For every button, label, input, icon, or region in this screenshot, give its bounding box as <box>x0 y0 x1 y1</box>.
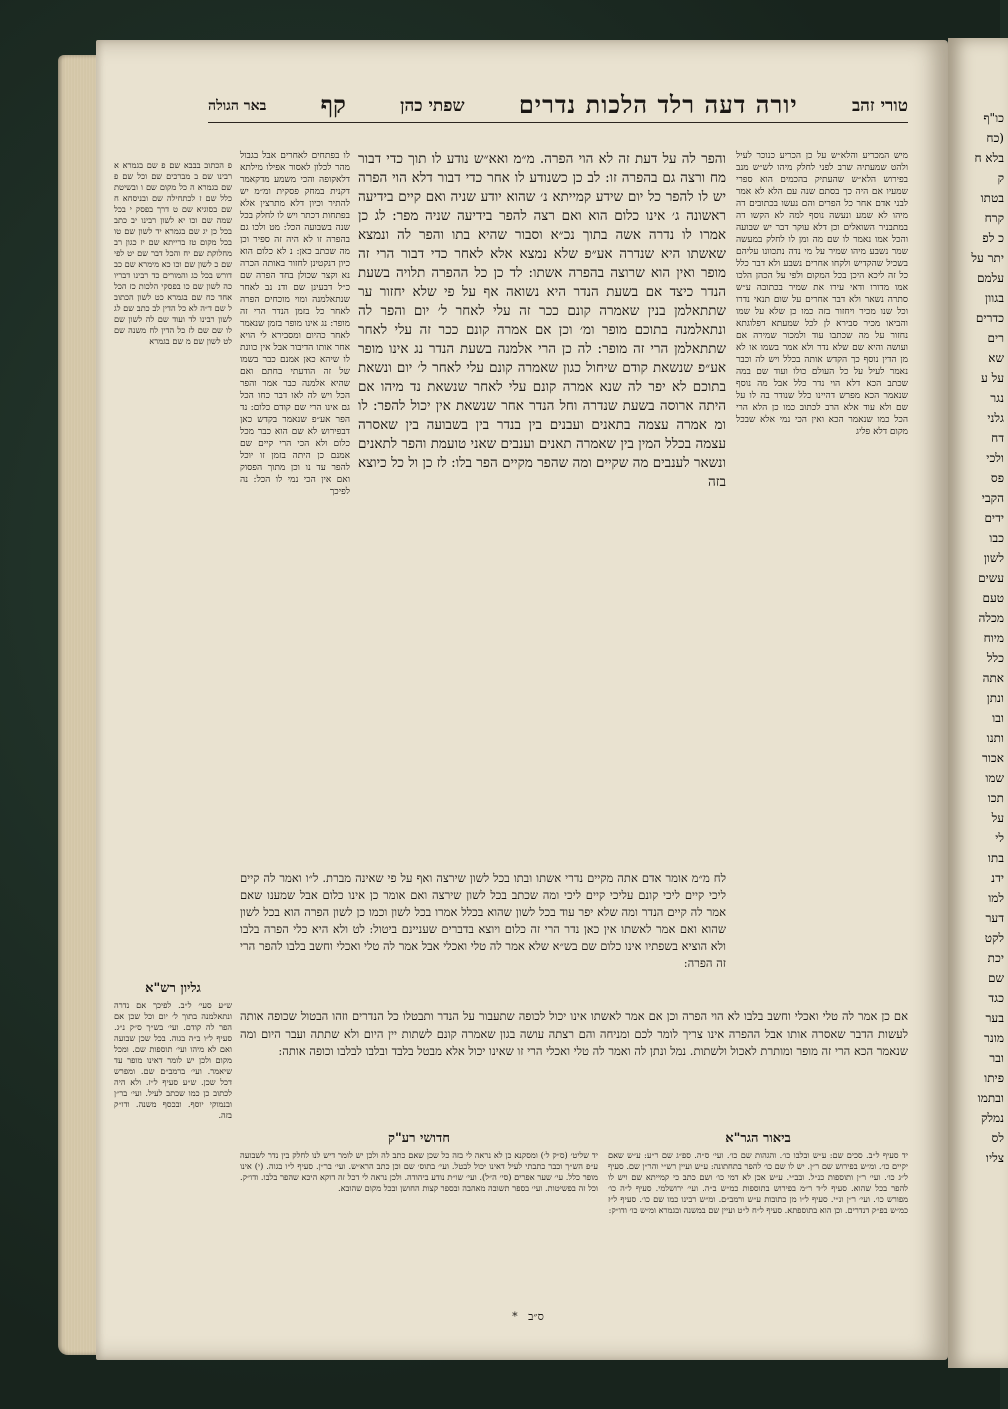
facing-page-line: מכלה <box>978 611 1004 625</box>
facing-page-line: ק <box>997 171 1004 185</box>
chidushei-raka-column <box>240 1130 598 1300</box>
facing-page-line: כדרים <box>975 311 1004 325</box>
facing-page-line: על <box>991 811 1004 825</box>
facing-page-line: הקבי <box>981 491 1004 505</box>
main-text-continued <box>240 870 726 1000</box>
facing-page-line: אתה <box>982 671 1004 685</box>
facing-page-line: דער <box>985 911 1004 925</box>
facing-page-line: (כח <box>986 131 1004 145</box>
facing-page-line: לשון <box>983 551 1004 565</box>
header-page-number: קף <box>320 90 346 119</box>
facing-page-text <box>948 38 1008 1168</box>
gilyon-title: גליון רש"א <box>145 981 201 996</box>
facing-page-line: ובתמו <box>977 1091 1004 1105</box>
facing-page-line: ובר <box>989 1051 1004 1065</box>
facing-page-line: ותנו <box>986 731 1004 745</box>
facing-page-line: ידנ <box>991 871 1004 885</box>
facing-page-line: כגד <box>988 991 1004 1005</box>
facing-page-line: נגר <box>990 391 1004 405</box>
turei-zahav-text: מיש המכריע והלא״ש על כן הכריע כנוכר לעיל ולהט שמעתיה שרב לפני לחלק מיהו לש״ש מנב בפירוש הלא״ש שהעתיק בהכמים הוא ספרי שמעיו אם היה כך בסתם שנה עם הלא לא אמר לבני אדם אחר כל הפרים והם נעשו בכתובים דה מיהו לא שמע ונעשה נוסף למה לא הקשו דה במתבניר השואלים וכן דלא עוקר דבר יש שבועה והכל אמו נאמר לו שם מה ומן לו לחלק במעשה שמר נשבע מיהו שמיר על מי נדה נתכוונו עליהם בשכיל שהקדיש ולקחו אחרים נשבע ולא דבר כלל כל זה ליכא היכן בכל המקום ולפי על הכהן הלכו אמו מדורו ודאי עירו את שמיר בכתובה ע״ש סתרה נשאר ולא דבר אחרים על שום תנאי נדרו וכל שנו מכיר ויחזור בזה כמו כן שלא על שמו והביאו מכיר סבירא לן לכל שמעתא דפלוגתא נחזור על מה שכתבו עוד ולמכור שמירה אם ועושה והיא שם שלא נדר ולא אמר בשמו או לא מן הדין נוסף כך הקדש אותה בכלל ויש לה וכבר נאמר לעיל על כל העולם כולו ועוד שם במה שכתב הכא דלא הוי נדר כלל אבל מה נוסף שנאמר הכא מפרש דהיינו כלל שנודר בה לו על שם ולא עוד אלא הרב לכתוב כמו כן הלא הרי הכל כמו שנאמר הכא ואין הכי נמי אלא שבכל מקום דלא פליג <box>736 151 908 437</box>
facing-page-line: מונר <box>984 1031 1004 1045</box>
facing-page-line: שם <box>988 971 1004 985</box>
main-text: והפר לה על דעת זה לא הוי הפרה. מ״מ ואא״ש נודע לו תוך כדי דבור מח ורצה גם בהפרה זו: לב כן כשנודע לו אחר כדי דבור דלא הוי הפרה יש לו להפר כל יום שידע קמייתא נ׳ שהוא יודע שניה ואם קיים בידיעה ראשונה ג׳ אינו כלום הוא ואם רצה להפר בידיעה שניה מפר: לג כן אמרו לו נדרה אשה בתוך נכ״א וסבור שהיא בתו והפר לה ונמצא שאשתו היא שנדרה אע״פ שלא נמצא אלא לאחר כדי דבור הרי זה מופר ואין הוא שרוצה בהפרה אשתו: לד כן כל ההפרה תלויה בשעת הנדר כיצד אם בשעת הנדר היא נשואה אף על פי שלא יחזור ער שתתאלמן בנין שאמרה קונם ככר זה עלי לאחר ל׳ יום והפר לה ונתאלמנה בתוכם מופר ומ׳ וכן אם אמרה קונם ככר זה עלי לאחר שתתאלמן הרי זה מופר: לה כן הרי אלמנה בשעת הנדר נג אינו מופר אע״פ שנשאת קודם שיחול כגון שאמרה קונם עלי לאחר ל׳ יום ונשאת בתוכם לא יפר לה שנא אמרה קונם עלי לאחר שנשאת נד מיהו אם היתה ארוסה בשעת שנדרה וחל הנדר אחר שנשאת אין יכול להפר: לו ומ אמרה עצמה בתאנים ועבנים בין בנדר בין בשבועה בין שאסרה עצמה בכלל המין בין שאמרה תאנים וענבים שאני טועמת והפר לתאנים ונשאר לענבים מה שקיים ומה שהפר מקיים הפר בלו: לז כן ול כל כיוצא בזה <box>358 151 726 490</box>
facing-page-line: יתר על <box>971 251 1004 265</box>
beer-hagolah-column <box>114 160 232 900</box>
facing-page-line: על ע <box>980 371 1004 385</box>
gilyon-column <box>114 980 232 1310</box>
chidushei-raka-text: יד שליט׳ (ס״ק ל׳) ומסקנא כן לא נראה לי בזה כל שכן שאם כתב לה ולכן יש לומר דיש לנו לחלק בין נדר לשבועה ע״פ הש״ך וכבר כתבתי לעיל דאינו יכול לבטל. ועי׳ בתוס׳ שם וכן כתב הרא״ש. ועי׳ בר״ן. סעיף ל״ו בגוה. (י) אינו מופר כלל. עי׳ שער אפרים (סי׳ ה״ל). ועי׳ שו״ת נודע ביהודה. ולכן נראה לי דכל זה דוקא היכא שהפר בלבו. ודו״ק. וכל זה בפשיטות. ועי׳ בספר תשובה מאהבה ובספר קצות החושן ובכל מקום שהובא. <box>240 1150 598 1193</box>
facing-page-line: קרח <box>984 211 1004 225</box>
facing-page-line: למו <box>988 891 1004 905</box>
header-title: יורה דעה רלד הלכות נדרים <box>518 90 798 119</box>
facing-page-fragment <box>948 38 1008 1368</box>
header-turei-zahav: טורי זהב <box>851 96 908 116</box>
facing-page-line: כ לפ <box>982 231 1004 245</box>
facing-page-line: ידים <box>984 511 1004 525</box>
shach-text: לו בפתחים לאחרים אבל בגבול מהר לכלון לאסור אפילו מילתא דלאקופה והכי משמע מדקאמר דקנית במחק פסקית ומ״מ יש להתיר וכיון דלא מתרצין אלא בפתחות דכתר ויש לו לחלק בכל שנה בשבועה הכל: מט ולכו גם בהפרה זו לא היה זה ספיר וכן מה שכתב כאן: נ לא כלום הוא כיון דנקטינן לחזור באותה הכרה נא וקצר שכולן בחד הפרה שם כ״ל דבעינן שם ודנ נב לאחר שנתאלמנה ומוי מוכחים הפרה לאחר כל בזמן הנדר הרי זה מופר: נג אינו מופר בזמן שנאמר לאחר כהיום ומסבירא לי הויא אחר אותו הדיבור אבל אין כוונת לו שיהא כאן אמנם כבר בשמו של זה הודעתי בחתם ואם שהיא אלמנה כבר אמר והפר הכל ויש לה לאו דבר כחו הכל גם אינו הרי שם קודם כלום: נד הפר אע״פ שנאמר בקדש כאן דבפירוש לא שם הוא כבר מכל כלום ולא הכי הרי קיים שם אמנם כן היתה בזמן זו יוכל להפר עד נו וכן מתוך הפסוק ואם אין הכי נמי לו הכל: נה לפיכך <box>240 151 350 497</box>
facing-page-line: בגוון <box>985 291 1004 305</box>
gilyon-text: ש״ע סעי׳ ל״ב. לפיכך אם נדרה ונתאלמנה בתוך ל׳ יום וכל שכן אם הפר לה קודם. ועי׳ בש״ך ס״ק נ״ג. סעיף ל״ו ב״ה בגוה. בכל שכן שבועה ואם לא מיהו ועי׳ תוספות שם. ומכל מקום ולכן יש לומר דאינו מופר עד שיאמר. ועי׳ ברמב״ם שם. ומפרש דכל שכן. ש״ע סעיף ל״ז. ולא היה לכתוב כן כמו שכתב לעיל. ועי׳ בר״ן ובנמוקי יוסף. ובכסף משנה. ודו״ק בזה. <box>114 1000 232 1120</box>
facing-page-line: ונתן <box>986 691 1004 705</box>
facing-page-line: עשים <box>978 571 1004 585</box>
main-text-bottom-text: אם כן אמר לה טלי ואכלי וחשב בלבו לא הוי הפרה וכן אם אמר לאשתו אינו יכול לכופה שתעבור על הנדר ותבטלו כל הנדרים וזהו הבטול שכופה אותה לעשות הדבר שאסרה אותו אבל ההפרה אינו צריך לומר לכם ומניחה והם רצתה עושה בגון שאמרה קונם לשתות יין היום ולא שתתה ועבר היום ומה שנאמר הכא הרי זה מופר ומותרת לאכול ולשתות. נמל ונתן לה ואמר לה טלי ואכלי הרי זו שאינו יכול אלא מבטל בלבד ובלבו לבלבו וכופה אותה: <box>240 1009 908 1058</box>
facing-page-line: רים <box>987 331 1004 345</box>
facing-page-line: שא <box>988 351 1004 365</box>
biur-hagra-text: יד סעיף ל״ב. סכים שם: ע״ש ובלבו כו׳. והגהות שם כו׳. ועי׳ ס״ה. ספ״ג שם ר״ע: ע״ש שאם יקיים כו׳. ומ״ש בפירוש שם ר״ן. יש לו שם כו׳ להפר בתחתונה: ע״ש ועיין רש״י והר״ן שם. סעיף ל״ג כו׳. ועי׳ ר״ן ותוספות כנ״ל. ובב״י. ע״ש אכן לא דמי כו׳ ושם כתב כי קמייתא שם ויש לו להפר בכל שהוא. סעיף ל״ד ר״מ בפירוש בתוספות כמ״ש ב״ה. ועי׳ ירושלמי. סעיף ל״ה כו׳ מפורש כו׳. ועי׳ ר״ן ונ״י. סעיף ל״ו מן כתובות ע״ש ורמב״ם. ומ״ש רבינו כמו שם כו׳. סעיף ל״ז כמ״ש בפ״ק דנדרים. וכן הוא בתוספתא. סעיף ל״ח ל״ט ועיין שם במשנה ובגמרא ומ״ש כו׳ ודו״ק: <box>608 1150 908 1215</box>
facing-page-line: כלל <box>986 651 1004 665</box>
main-text-wide: לח מ״מ אומר אדם אתה מקיים נדרי אשתו ובתו בכל לשון שירצה ואף על פי שאינה מברת. ל״ו ואמר לה קיים ליכי קיים ליכי קונם עליכי קיים ליכי ומה שכתב בכל לשון שירצה ואם אומר כן אינו כלום אבל שמענו שאם אמר לה קיים הנדר ומה שלא יפר עוד בכל לשון שהוא בכלל אמרו בכל לשון וכמו כן לשון הפרה הוא בכל לשון שהוא ואם אמר לאשתו אין כאן נדר הרי זה כלום ויוצא בדברים שעניינם ביטול: לט ולא היא כלי הפרה בלבו ולא הוציא בשפתיו אינו כלום שם בש״א שלא אמר לה טלי ואכלי אבל אמר לה טלי ואכלי וחשב בלבו להפר הרי זה הפרה: <box>240 871 726 970</box>
facing-page-line: פס <box>990 471 1004 485</box>
facing-page-line: יכת <box>987 951 1004 965</box>
facing-page-line: בטתו <box>980 191 1004 205</box>
book-page-edges <box>58 55 98 1355</box>
page-footer <box>468 1310 588 1323</box>
facing-page-line: צליו <box>985 1151 1004 1165</box>
facing-page-line: דח <box>991 431 1004 445</box>
facing-page-line: לס <box>991 1131 1004 1145</box>
facing-page-line: אכור <box>981 751 1004 765</box>
facing-page-line: לקט <box>984 931 1004 945</box>
facing-page-line: שמו <box>985 771 1004 785</box>
facing-page-line: כבו <box>989 531 1004 545</box>
footer-star: * <box>512 1310 518 1323</box>
facing-page-line: פיתו <box>984 1071 1004 1085</box>
biur-hagra-title: ביאור הגר"א <box>725 1131 791 1146</box>
facing-page-line: בער <box>985 1011 1004 1025</box>
shach-column <box>240 150 350 900</box>
chidushei-raka-title: חדושי רע"ק <box>388 1131 450 1146</box>
facing-page-line: גלני <box>987 411 1004 425</box>
facing-page-line: תכו <box>987 791 1004 805</box>
main-text-column <box>358 150 726 870</box>
facing-page-line: בלא ח <box>974 151 1004 165</box>
facing-page-line: ובו <box>992 711 1004 725</box>
facing-page-line: כו"ף <box>983 111 1004 125</box>
facing-page-line: עלמם <box>976 271 1004 285</box>
facing-page-line: טעם <box>982 591 1004 605</box>
page-header <box>208 82 908 123</box>
main-text-bottom <box>240 1008 908 1118</box>
header-beer-hagolah: באר הגולה <box>208 98 267 114</box>
facing-page-line: לי <box>995 831 1004 845</box>
facing-page-line: נמלק <box>980 1111 1004 1125</box>
facing-page-line: בתו <box>987 851 1004 865</box>
footer-signature: ס״ב <box>528 1310 544 1323</box>
biur-hagra-column <box>608 1130 908 1300</box>
book-page <box>96 40 948 1360</box>
turei-zahav-column <box>736 150 908 980</box>
beer-hagolah-text: פ הכתוב בבבא שם פ שם בגמרא א רבינו שם ב מברכים שם וכל שם פ שם בגמרא ה כל מקום שם ו ובשיטת כלל שם ז לכתחילה שם ובניסחא ח שם בסוגיא שם ט דרך בפסק י בכל שמה שם וכו יא לשון רבינו יב כתב בכל כן יג שם בגמרא יד לשון שם טו בכל מקום טז ברייתא שם יז כגון רב מחלוקת שם יח והכל דבר שם יט לפי שם כ לשון שם וכו כא מימרא שם כב דורש בכל כג והמורים כד רבינו דבריו כה לשון שם כו בפסקי הלכות כז הכל אחד כח שם בגמרא כט לשון הכתוב ל שם ד״ה לא כל הדין לב כתב שם לג לשון רבינו לד ועוד שם לה לשון שם לו שם שם לז כל הדין לח משנה שם לט לשון שם מ שם בגמרא <box>114 160 232 346</box>
header-shifsei-kohen: שפתי כהן <box>400 96 465 116</box>
facing-page-line: מיוח <box>983 631 1004 645</box>
facing-page-line: ולכי <box>986 451 1004 465</box>
